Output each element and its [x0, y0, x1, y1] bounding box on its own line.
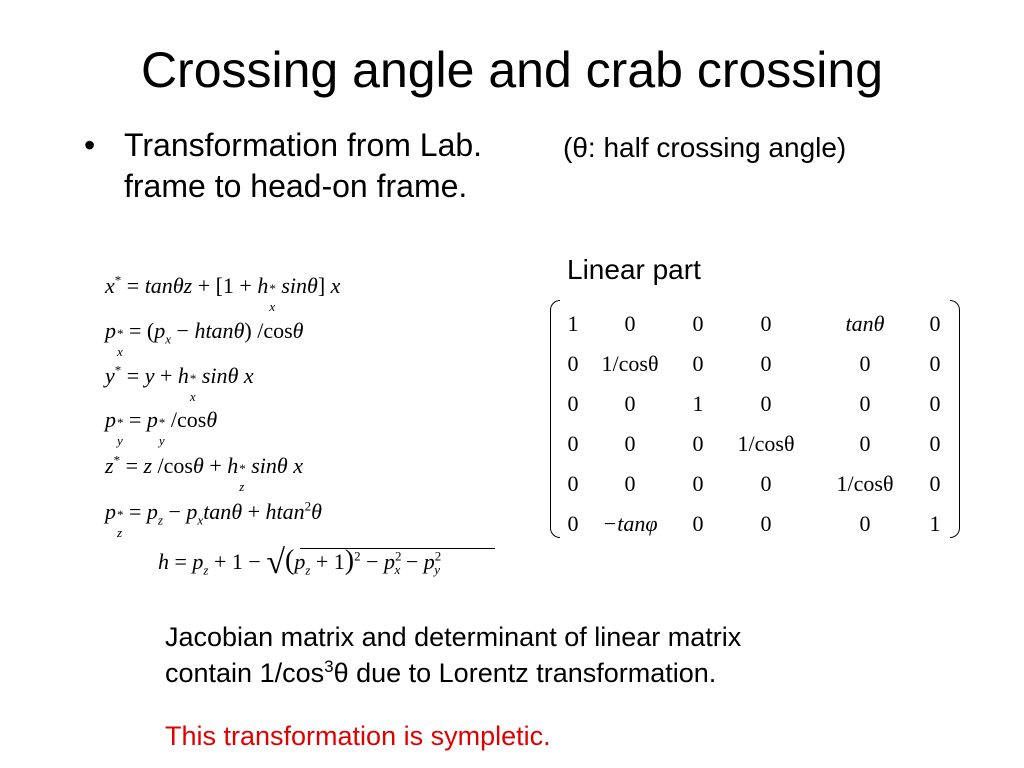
cos-exponent: 3	[324, 657, 334, 676]
sympletic-note: This transformation is sympletic.	[165, 721, 551, 751]
matrix-cell: 0	[760, 351, 772, 376]
matrix-cell: 0	[929, 471, 941, 496]
sqrt-bar	[300, 548, 495, 549]
matrix-cell: 0	[624, 311, 636, 336]
matrix-cell: 1/cosθ	[737, 431, 795, 456]
matrix-left-bracket	[550, 300, 560, 538]
matrix-cell: 0	[567, 351, 579, 376]
matrix-cell: 0	[624, 431, 636, 456]
matrix-cell: 0	[929, 351, 941, 376]
matrix-row	[560, 464, 950, 504]
matrix-cell: 0	[692, 471, 704, 496]
matrix-cell: 1/cosθ	[601, 351, 659, 376]
matrix-cell: 0	[929, 391, 941, 416]
paragraph-line-2-pre: contain 1/cos	[165, 658, 325, 688]
matrix-cell: 0	[567, 431, 579, 456]
matrix-cell: 1	[567, 311, 579, 336]
equation-py: p * y = p * y /cosθ	[105, 407, 218, 448]
paragraph-line-2-post: θ due to Lorentz transformation.	[333, 658, 717, 688]
equation-x: x* = tanθz + [1 + h * x sinθ] x	[105, 272, 341, 314]
slide-title: Crossing angle and crab crossing	[140, 42, 884, 98]
equation-px: p * x = $(p_x - htan\theta)$ /cosθ	[105, 318, 304, 359]
bullet-dot-icon: •	[84, 127, 96, 163]
theta-note: (θ: half crossing angle)	[563, 132, 847, 163]
matrix-cell: 1	[929, 511, 941, 536]
matrix-table	[560, 304, 950, 544]
matrix-cell: 0	[692, 431, 704, 456]
matrix-cell: 0	[859, 391, 871, 416]
matrix-cell: 0	[624, 391, 636, 416]
matrix-cell: 0	[859, 431, 871, 456]
matrix-cell: 0	[692, 511, 704, 536]
equation-y: y* = y + h * x sinθ x	[105, 362, 254, 404]
linear-part-label: Linear part	[567, 254, 701, 285]
matrix-cell: 0	[859, 351, 871, 376]
matrix-cell: 0	[760, 311, 772, 336]
matrix-cell: 0	[692, 311, 704, 336]
matrix-cell: 0	[567, 471, 579, 496]
matrix-cell: 0	[929, 311, 941, 336]
matrix-cell: 0	[760, 511, 772, 536]
matrix-cell: 0	[567, 511, 579, 536]
matrix-cell: 1	[692, 391, 704, 416]
matrix-cell: 0	[567, 391, 579, 416]
matrix-cell: 0	[624, 471, 636, 496]
matrix-row	[560, 344, 950, 384]
equation-z: z* = z /cosθ + h * z sinθ x	[105, 452, 303, 494]
matrix-right-bracket	[950, 300, 960, 538]
bullet-text: Transformation from Lab. frame to head-on frame.	[124, 127, 483, 204]
equation-h: $h = p_z + 1 - √(p_z + 1)^2 - p^2_x - p^2_y$	[158, 544, 442, 581]
jacobian-paragraph	[165, 619, 925, 691]
matrix-cell: 1/cosθ	[836, 471, 894, 496]
linear-matrix	[550, 300, 960, 538]
matrix-cell: 0	[859, 511, 871, 536]
matrix-cell: tanθ	[845, 311, 885, 336]
paragraph-line-1: Jacobian matrix and determinant of linear matrix	[165, 622, 742, 652]
matrix-row	[560, 504, 950, 544]
matrix-cell: 0	[760, 391, 772, 416]
matrix-row	[560, 384, 950, 424]
paragraph-line-2	[165, 655, 925, 691]
matrix-cell: −tanφ	[602, 511, 658, 536]
matrix-row	[560, 304, 950, 344]
matrix-cell: 0	[692, 351, 704, 376]
matrix-cell: 0	[929, 431, 941, 456]
equation-pz: p * z = $p_z - p_x\tan\theta + htan^2\theta$	[105, 498, 322, 540]
matrix-cell: 0	[760, 471, 772, 496]
matrix-row	[560, 424, 950, 464]
